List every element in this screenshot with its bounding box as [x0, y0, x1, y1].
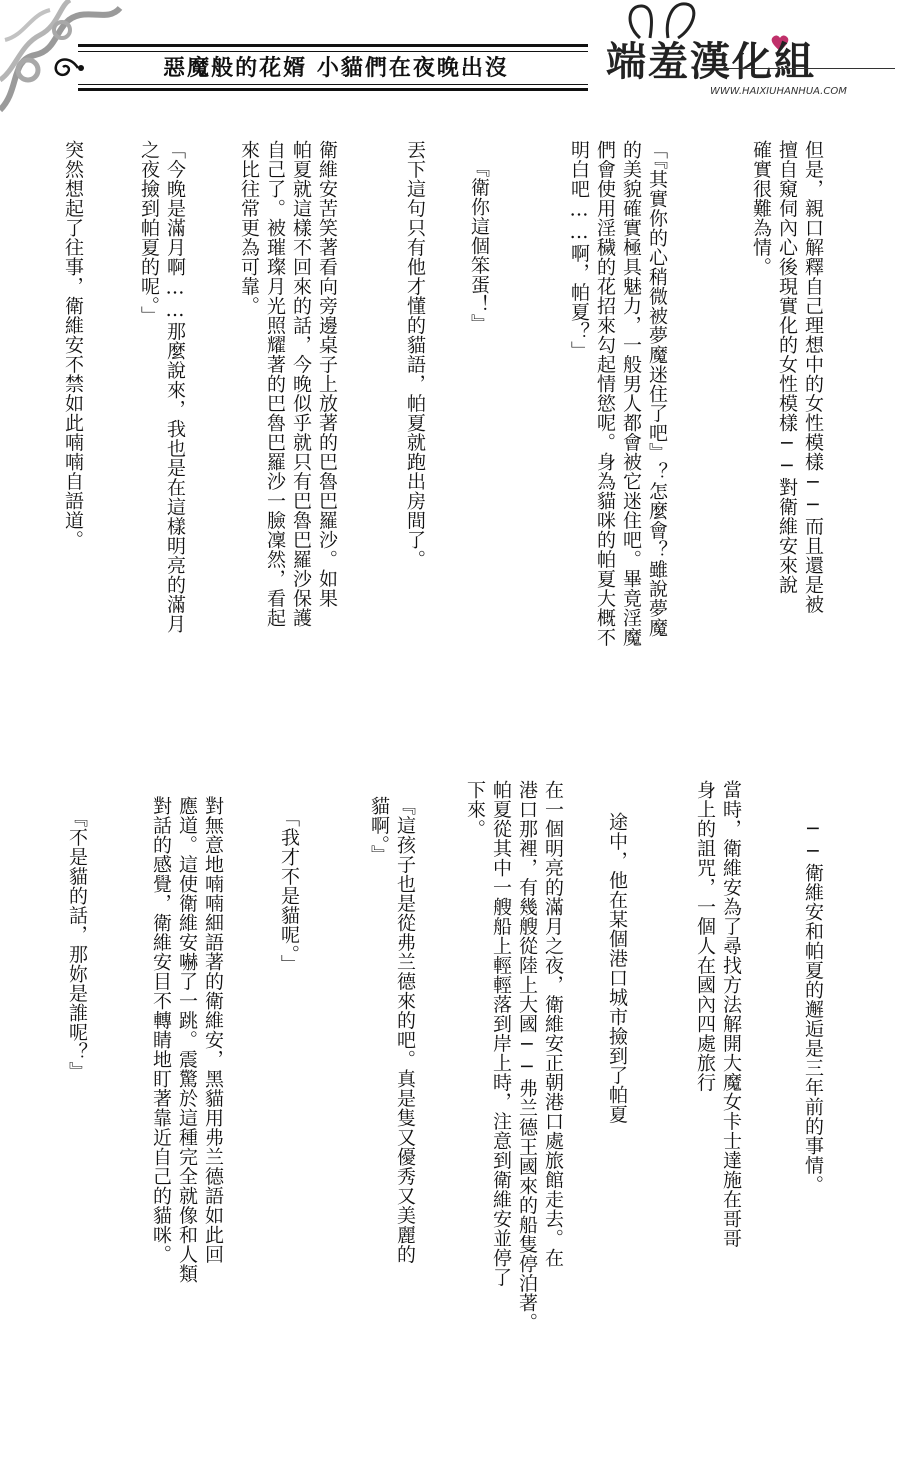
text-line: 身上的詛咒，一個人在國內四處旅行 — [694, 780, 716, 1092]
upper-paragraph-7 — [60, 140, 86, 550]
text-line: 的美貌確實極具魅力，一般男人都會被它迷住吧。畢竟淫魔 — [620, 140, 642, 647]
logo-rule — [720, 68, 895, 69]
text-line: 丟下這句只有他才懂的貓語，帕夏就跑出房間了。 — [404, 140, 426, 569]
text-line: 途中，他在某個港口城市撿到了帕夏 — [606, 812, 628, 1124]
logo-text: 端羞漢化組 — [606, 38, 816, 85]
text-line: 應道。這使衛維安嚇了一跳。震驚於這種完全就像和人類 — [176, 796, 198, 1284]
lower-paragraph-6 — [276, 808, 302, 974]
ornament-left-icon — [48, 48, 88, 88]
chapter-title-bar — [48, 42, 588, 96]
upper-paragraph-5 — [236, 140, 340, 628]
text-line: 衛維安苦笑著看向旁邊桌子上放著的巴魯巴羅沙。如果 — [316, 140, 338, 608]
lower-paragraph-8 — [64, 808, 90, 1081]
text-line: 「『其實你的心稍微被夢魔迷住了吧』？怎麼會？雖說夢魔 — [646, 140, 668, 638]
lower-paragraph-2 — [692, 780, 744, 1248]
text-line: 『衛你這個笨蛋！』 — [468, 158, 490, 334]
text-line: 「我才不是貓呢。」 — [278, 808, 300, 974]
text-line: 確實很難為情。 — [750, 140, 772, 277]
text-line: 對無意地喃喃細語著的衛維安，黑貓用弗兰德語如此回 — [202, 796, 224, 1264]
text-line: 「今晚是滿月啊……那麼說來，我也是在這樣明亮的滿月 — [164, 140, 186, 634]
title-rule — [78, 88, 588, 91]
text-line: 帕夏從其中一艘船上輕輕落到岸上時，注意到衛維安並停了 — [490, 780, 512, 1287]
lower-paragraph-4 — [462, 780, 566, 1332]
text-line: 帕夏就這樣不回來的話，今晚似乎就只有巴魯巴羅沙保護 — [290, 140, 312, 628]
upper-paragraph-3 — [466, 158, 492, 334]
text-line: 在一個明亮的滿月之夜，衛維安正朝港口處旅館走去。在 — [542, 780, 564, 1268]
title-rule — [78, 44, 588, 47]
text-line: 『不是貓的話，那妳是誰呢？』 — [66, 808, 88, 1081]
upper-paragraph-2 — [566, 140, 670, 647]
upper-paragraph-1 — [748, 140, 826, 614]
text-line: 但是，親口解釋自己理想中的女性模樣──而且還是被 — [802, 140, 824, 614]
logo-url: WWW.HAIXIUHANHUA.COM — [710, 86, 847, 97]
text-line: 來比往常更為可靠。 — [238, 140, 260, 316]
lower-paragraph-1 — [800, 818, 826, 1195]
title-rule — [78, 84, 588, 85]
lower-paragraph-3 — [604, 812, 630, 1124]
text-line: 們會使用淫穢的花招來勾起情慾呢。身為貓咪的帕夏大概不 — [594, 140, 616, 647]
text-line: 擅自窺伺內心後現實化的女性模樣──對衛維安來說 — [776, 140, 798, 595]
upper-paragraph-4 — [402, 140, 428, 569]
text-line: 明白吧……啊，帕夏？」 — [568, 140, 590, 361]
lower-paragraph-5 — [366, 796, 418, 1264]
chapter-title: 惡魔般的花婿 小貓們在夜晚出沒 — [163, 55, 509, 81]
text-line: 港口那裡，有幾艘從陸上大國──弗兰德王國來的船隻停泊著。 — [516, 780, 538, 1332]
text-line: 下來。 — [464, 780, 486, 839]
lower-paragraph-7 — [148, 796, 226, 1284]
text-line: 當時，衛維安為了尋找方法解開大魔女卡士達施在哥哥 — [720, 780, 742, 1248]
upper-paragraph-6 — [136, 140, 188, 634]
text-line: ──衛維安和帕夏的邂逅是三年前的事情。 — [802, 818, 824, 1195]
text-line: 對話的感覺，衛維安目不轉睛地盯著靠近自己的貓咪。 — [150, 796, 172, 1264]
text-line: 貓啊。』 — [368, 796, 390, 865]
text-line: 之夜撿到帕夏的呢。」 — [138, 140, 160, 326]
text-line: 突然想起了往事，衛維安不禁如此喃喃自語道。 — [62, 140, 84, 550]
scanlation-group-logo — [590, 0, 900, 110]
text-line: 自己了。被璀璨月光照耀著的巴魯巴羅沙一臉凜然，看起 — [264, 140, 286, 628]
text-line: 『這孩子也是從弗兰德來的吧。真是隻又優秀又美麗的 — [394, 796, 416, 1264]
